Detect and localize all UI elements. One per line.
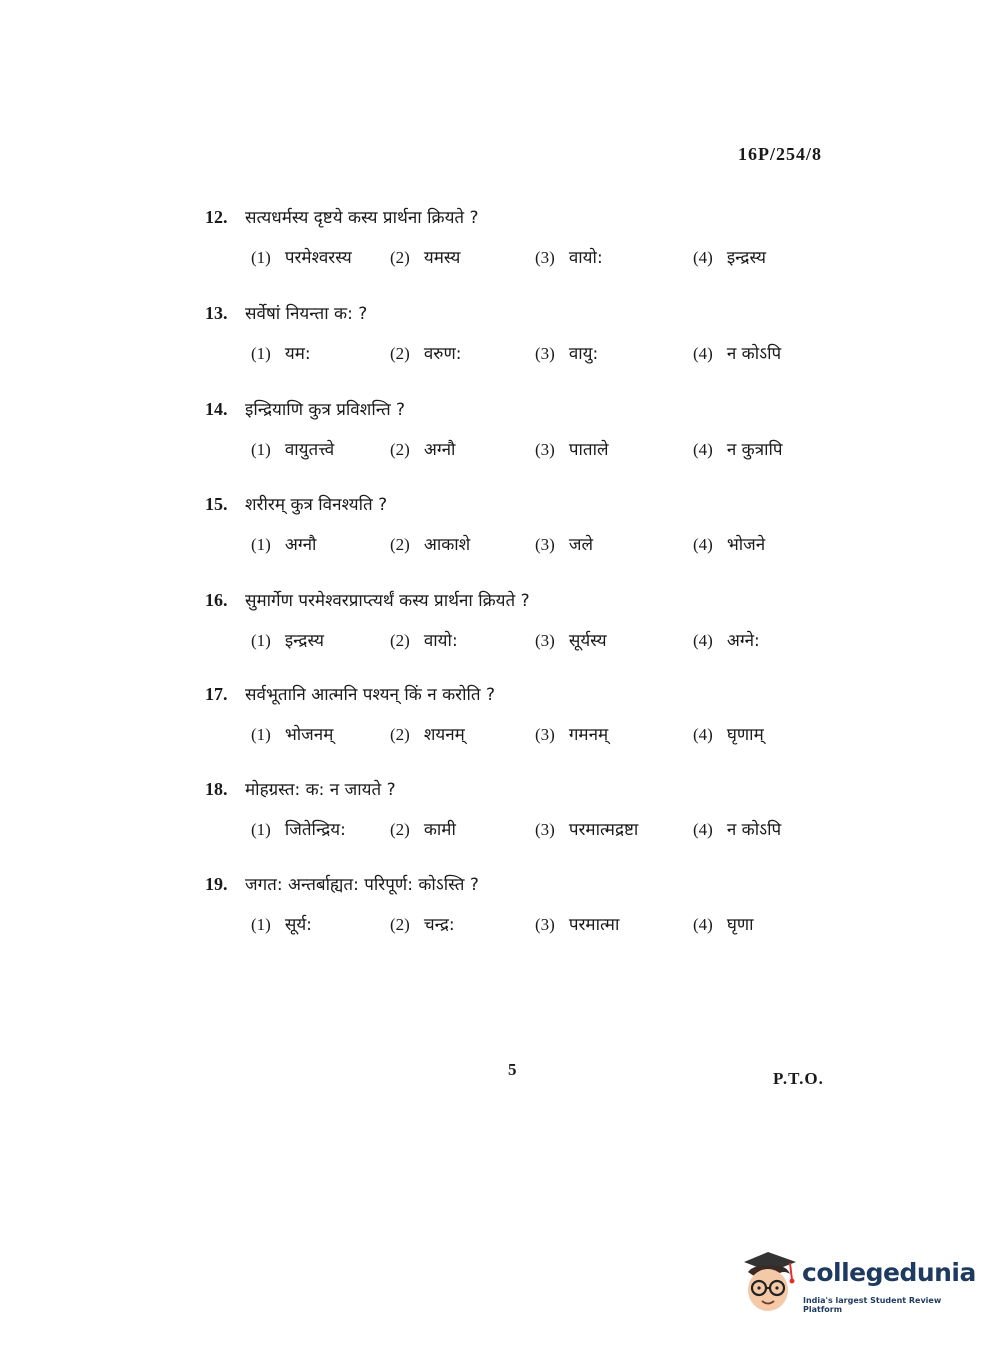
question-number: 14.: [205, 399, 228, 419]
option-text: भोजने: [726, 535, 766, 555]
collegedunia-watermark: [740, 1250, 976, 1320]
question-15: [205, 492, 845, 582]
question-17: [205, 682, 845, 772]
option-label: (2): [390, 248, 410, 267]
option-1: [251, 817, 346, 840]
option-text: घृणाम्: [726, 725, 764, 745]
option-text: परमात्मा: [568, 915, 620, 935]
option-1: [251, 722, 333, 745]
option-label: (1): [251, 915, 271, 934]
question-text: इन्द्रियाणि कुत्र प्रविशन्ति ?: [245, 400, 406, 420]
option-text: पाताले: [568, 440, 609, 460]
option-text: आकाशे: [423, 535, 471, 555]
question-19: [205, 872, 845, 962]
option-4: [693, 245, 766, 268]
option-1: [251, 341, 311, 364]
option-text: सूर्य:: [284, 915, 312, 935]
option-label: (3): [535, 820, 555, 839]
question-number: 13.: [205, 303, 228, 323]
graduate-mascot-icon: [740, 1250, 800, 1320]
option-1: [251, 437, 334, 460]
question-13: [205, 301, 845, 391]
option-text: अग्नौ: [284, 535, 317, 555]
option-text: सूर्यस्य: [568, 631, 607, 651]
option-text: परमात्मद्रष्टा: [568, 820, 639, 840]
page-number: 5: [508, 1060, 517, 1079]
option-label: (4): [693, 631, 713, 650]
option-1: [251, 532, 316, 555]
option-label: (2): [390, 820, 410, 839]
option-label: (4): [693, 440, 713, 459]
option-label: (4): [693, 915, 713, 934]
option-text: परमेश्वरस्य: [284, 248, 352, 268]
option-3: [535, 532, 593, 555]
option-text: यम:: [284, 344, 311, 364]
option-label: (2): [390, 440, 410, 459]
option-text: चन्द्र:: [423, 915, 455, 935]
option-label: (2): [390, 535, 410, 554]
option-label: (3): [535, 535, 555, 554]
pto-label: P.T.O.: [773, 1069, 824, 1088]
option-label: (3): [535, 248, 555, 267]
brand-tagline: India's largest Student Review Platform: [803, 1296, 942, 1314]
question-number: 16.: [205, 590, 228, 610]
question-text: मोहग्रस्त: क: न जायते ?: [245, 780, 396, 800]
option-text: अग्नौ: [423, 440, 456, 460]
option-text: अग्ने:: [726, 631, 760, 651]
option-label: (1): [251, 631, 271, 650]
option-label: (3): [535, 725, 555, 744]
option-4: [693, 341, 781, 364]
option-2: [390, 532, 470, 555]
question-number: 18.: [205, 779, 228, 799]
option-4: [693, 532, 765, 555]
option-3: [535, 722, 608, 745]
option-3: [535, 341, 598, 364]
option-2: [390, 912, 455, 935]
option-text: गमनम्: [568, 725, 609, 745]
option-label: (2): [390, 915, 410, 934]
option-label: (3): [535, 631, 555, 650]
question-number: 15.: [205, 494, 228, 514]
option-label: (4): [693, 344, 713, 363]
question-number: 12.: [205, 207, 228, 227]
option-label: (1): [251, 725, 271, 744]
option-3: [535, 245, 603, 268]
option-1: [251, 245, 352, 268]
question-16: [205, 588, 845, 678]
option-2: [390, 817, 456, 840]
option-3: [535, 817, 638, 840]
option-text: घृणा: [726, 915, 754, 935]
option-2: [390, 245, 460, 268]
option-text: भोजनम्: [284, 725, 334, 745]
option-label: (1): [251, 535, 271, 554]
option-text: जितेन्द्रिय:: [284, 820, 346, 840]
option-label: (4): [693, 535, 713, 554]
option-3: [535, 628, 607, 651]
option-text: यमस्य: [423, 248, 461, 268]
option-text: कामी: [423, 820, 456, 840]
option-label: (3): [535, 915, 555, 934]
option-2: [390, 437, 455, 460]
option-text: जले: [568, 535, 593, 555]
option-label: (3): [535, 344, 555, 363]
option-label: (4): [693, 820, 713, 839]
option-label: (1): [251, 344, 271, 363]
brand-name: collegedunia: [802, 1258, 976, 1287]
option-4: [693, 817, 781, 840]
option-label: (2): [390, 725, 410, 744]
option-text: शयनम्: [423, 725, 465, 745]
option-label: (1): [251, 440, 271, 459]
question-text: शरीरम् कुत्र विनश्यति ?: [245, 495, 388, 515]
option-2: [390, 341, 461, 364]
option-3: [535, 912, 619, 935]
option-text: न कोऽपि: [726, 344, 782, 364]
question-number: 17.: [205, 684, 228, 704]
option-text: इन्द्रस्य: [284, 631, 324, 651]
option-3: [535, 437, 609, 460]
option-text: वायो:: [568, 248, 603, 268]
option-1: [251, 912, 312, 935]
question-18: [205, 777, 845, 867]
question-text: सर्वेषां नियन्ता क: ?: [245, 304, 368, 324]
option-label: (1): [251, 248, 271, 267]
option-1: [251, 628, 324, 651]
question-text: सर्वभूतानि आत्मनि पश्यन् किं न करोति ?: [245, 685, 496, 705]
option-text: वायो:: [423, 631, 458, 651]
paper-code: 16P/254/8: [738, 144, 822, 164]
question-number: 19.: [205, 874, 228, 894]
option-2: [390, 722, 465, 745]
option-label: (2): [390, 631, 410, 650]
option-text: न कुत्रापि: [726, 440, 783, 460]
option-label: (4): [693, 725, 713, 744]
option-4: [693, 912, 754, 935]
option-label: (4): [693, 248, 713, 267]
option-2: [390, 628, 458, 651]
option-4: [693, 722, 764, 745]
option-text: वायुतत्त्वे: [284, 440, 335, 460]
option-4: [693, 437, 783, 460]
question-text: सुमार्गेण परमेश्वरप्राप्त्यर्थं कस्य प्रार्थना क्रियते ?: [245, 591, 530, 611]
question-14: [205, 397, 845, 487]
option-text: वरुण:: [423, 344, 462, 364]
option-4: [693, 628, 760, 651]
option-text: इन्द्रस्य: [726, 248, 766, 268]
option-label: (1): [251, 820, 271, 839]
option-text: वायु:: [568, 344, 599, 364]
question-12: [205, 205, 845, 295]
option-label: (2): [390, 344, 410, 363]
question-text: जगत: अन्तर्बाह्यत: परिपूर्ण: कोऽस्ति ?: [245, 875, 479, 895]
question-text: सत्यधर्मस्य दृष्टये कस्य प्रार्थना क्रियते ?: [245, 208, 479, 228]
option-text: न कोऽपि: [726, 820, 782, 840]
option-label: (3): [535, 440, 555, 459]
